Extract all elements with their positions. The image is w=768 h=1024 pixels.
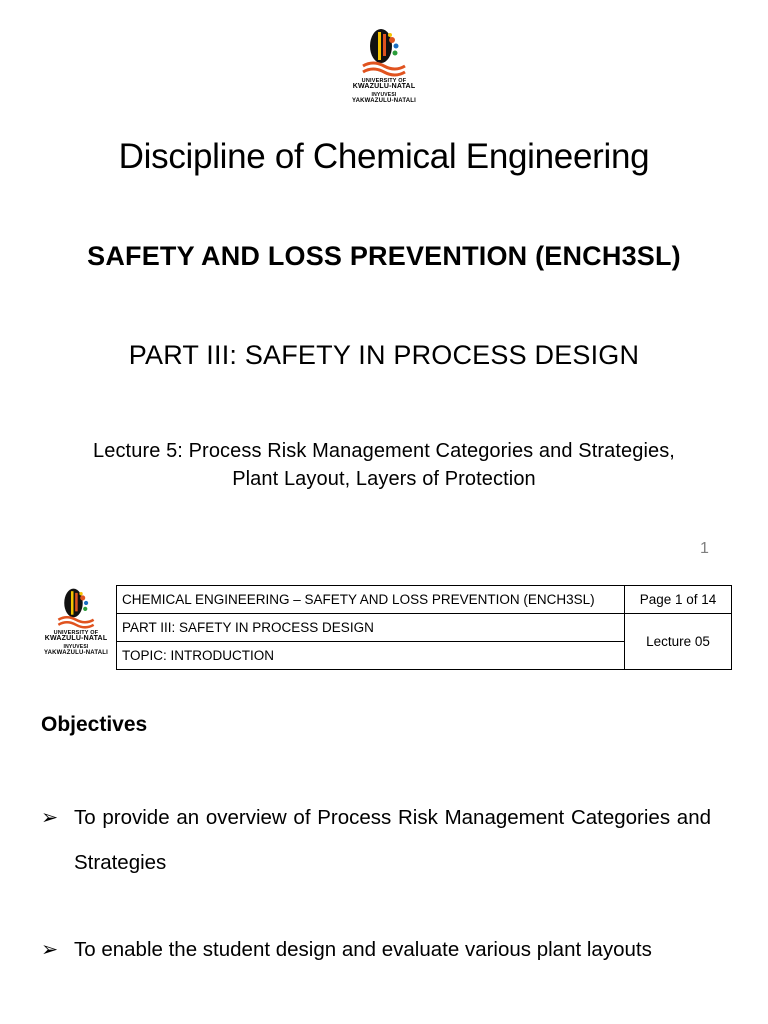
page-number: 1: [700, 540, 709, 557]
header-logo: [37, 586, 115, 657]
objective-text: To provide an overview of Process Risk Management Categories and Strategies: [74, 806, 711, 874]
university-logo: [340, 26, 428, 105]
lecture-title: [0, 437, 768, 493]
logo-line-4: YAKWAZULU-NATALI: [43, 650, 109, 656]
objective-list-item: [41, 927, 711, 972]
ukzn-shield-icon: [359, 26, 409, 78]
objective-list-item: [41, 795, 711, 885]
logo-line-2: KWAZULU-NATAL: [44, 635, 108, 642]
logo-line-3: INYUVESI: [371, 92, 397, 98]
objective-text: To enable the student design and evaluate various plant layouts: [74, 938, 652, 961]
course-title: SAFETY AND LOSS PREVENTION (ENCH3SL): [87, 241, 681, 271]
header-lecture-cell: Lecture 05: [625, 614, 732, 670]
logo-line-4: YAKWAZULU-NATALI: [351, 98, 417, 104]
header-course-cell: CHEMICAL ENGINEERING – SAFETY AND LOSS PREVENTION (ENCH3SL): [117, 586, 625, 614]
logo-line-1: UNIVERSITY OF: [361, 78, 407, 84]
header-page-cell: Page 1 of 14: [625, 586, 732, 614]
ukzn-shield-icon: [55, 586, 97, 630]
document-header-table: [116, 585, 732, 670]
header-part-cell: PART III: SAFETY IN PROCESS DESIGN: [117, 614, 625, 642]
logo-line-1: UNIVERSITY OF: [53, 630, 99, 636]
part-title: PART III: SAFETY IN PROCESS DESIGN: [128, 340, 640, 370]
header-topic-cell: TOPIC: INTRODUCTION: [117, 642, 625, 670]
bullet-arrow-icon: ➢: [41, 806, 59, 829]
page-title: Discipline of Chemical Engineering: [118, 137, 650, 176]
logo-line-3: INYUVESI: [63, 644, 89, 650]
lecture-title-line-2: Plant Layout, Layers of Protection: [232, 468, 536, 490]
lecture-title-line-1: Lecture 5: Process Risk Management Categories and Strategies,: [93, 440, 675, 462]
header-row: [117, 586, 732, 614]
logo-line-2: KWAZULU-NATAL: [352, 83, 416, 90]
header-row: [117, 614, 732, 642]
section-heading: Objectives: [41, 713, 148, 736]
bullet-arrow-icon: ➢: [41, 938, 59, 961]
